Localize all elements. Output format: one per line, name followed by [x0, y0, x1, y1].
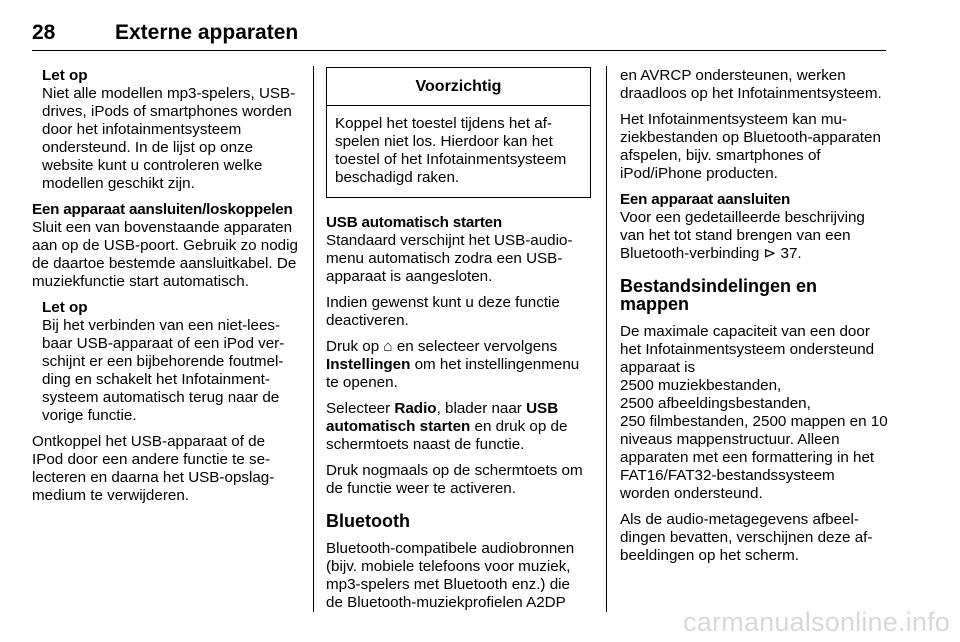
watermark: carmanualsonline.info: [683, 607, 950, 637]
capacity-line: 250 filmbestanden, 2500 mappen en 10 niveaus mappenstructuur. Alleen apparaten met een formattering in het FAT16/FAT32-bestandssysteem worden ondersteund.: [620, 413, 888, 502]
paragraph-usb-default: Standaard verschijnt het USB-audiomenu automatisch zodra een USB-apparaat is aangesloten.: [326, 232, 573, 285]
paragraph-connect-device: [620, 209, 888, 263]
home-icon: ⌂: [383, 338, 393, 355]
note-compatibility: [42, 67, 300, 193]
note-title: Let op: [42, 299, 88, 316]
column-divider-2: [606, 66, 607, 612]
note-text: Niet alle modellen mp3-spelers, USB-drives, iPods of smartphones worden door het infotainmentsysteem ondersteund. In de lijst op onze website kunt u controleren welke modellen geschikt zijn.: [42, 85, 296, 192]
column-divider-1: [313, 66, 314, 612]
paragraph-usb-settings: [326, 338, 591, 392]
heading-bluetooth: Bluetooth: [326, 511, 410, 531]
column-3: [620, 67, 888, 573]
warning-text: Koppel het toestel tijdens het afspelen niet los. Hierdoor kan het toestel of het Infotainmentsysteem beschadigd raken.: [335, 115, 567, 186]
paragraph-bt-playback: Het Infotainmentsysteem kan muziekbestanden op Bluetooth-apparaten afspelen, bijv. smartphones of iPod/iPhone producten.: [620, 111, 881, 182]
paragraph-metadata: Als de audio-metagegevens afbeeldingen bevatten, verschijnen deze afbeeldingen op het scherm.: [620, 511, 873, 564]
text-run: Voor een gedetailleerde beschrijving van het tot stand brengen van een Bluetooth-verbinding: [620, 209, 865, 262]
paragraph-bluetooth: Bluetooth-compatibele audiobronnen (bijv. mobiele telefoons voor muziek, mp3-spelers met Bluetooth enz.) die de Bluetooth-muziekprofielen A2DP: [326, 540, 575, 611]
warning-title: Voorzichtig: [327, 68, 590, 106]
page-title: Externe apparaten: [115, 21, 299, 44]
paragraph-avrcp: en AVRCP ondersteunen, werken draadloos op het Infotainmentsysteem.: [620, 67, 882, 102]
term-radio: Radio: [394, 400, 437, 417]
paragraph-usb-reactivate: Druk nogmaals op de schermtoets om de functie weer te activeren.: [326, 462, 583, 497]
text-run: Selecteer: [326, 400, 395, 417]
term-instellingen: Instellingen: [326, 356, 411, 373]
text-run: , blader naar: [436, 400, 527, 417]
column-2: [326, 67, 591, 620]
note-unreadable: [42, 299, 300, 425]
text-run: Druk op: [326, 338, 384, 355]
paragraph-capacity: [620, 323, 888, 503]
note-text: Bij het verbinden van een niet-leesbaar USB-apparaat of een iPod verschijnt er een bijbehorende foutmelding en schakelt het Infotainmentsysteem automatisch terug naar de vorige functie.: [42, 317, 285, 424]
paragraph-disconnect: Ontkoppel het USB-apparaat of de IPod door een andere functie te selecteren en daarna het USB-opslagmedium te verwijderen.: [32, 433, 275, 504]
capacity-line: 2500 muziekbestanden,: [620, 377, 782, 394]
capacity-intro: De maximale capaciteit van een door het Infotainmentsysteem ondersteund apparaat is: [620, 323, 875, 376]
subheading-connect-device: Een apparaat aansluiten: [620, 191, 791, 208]
warning-box: [326, 67, 591, 198]
page-reference: ⊳ 37.: [763, 245, 802, 262]
paragraph-usb-select: [326, 400, 591, 454]
paragraph-usb-deactivate: Indien gewenst kunt u deze functie deactiveren.: [326, 294, 560, 329]
subheading-usb-autostart: USB automatisch starten: [326, 214, 503, 231]
term-usb-autostart: USB automatisch starten: [326, 400, 559, 435]
page-number: 28: [32, 21, 56, 44]
heading-file-formats: Bestandsindelingen en mappen: [620, 276, 818, 314]
text-run: om het instellingenmenu te openen.: [326, 356, 580, 391]
text-run: en selecteer vervolgens: [392, 338, 558, 355]
paragraph-connect: Sluit een van bovenstaande apparaten aan op de USB-poort. Gebruik zo nodig de daartoe bestemde aansluitkabel. De muziekfunctie start automatisch.: [32, 219, 298, 290]
header-rule: [32, 50, 886, 51]
subheading-connect-disconnect: Een apparaat aansluiten/loskoppelen: [32, 201, 293, 218]
column-1: [32, 67, 300, 513]
capacity-line: 2500 afbeeldingsbestanden,: [620, 395, 811, 412]
note-title: Let op: [42, 67, 88, 84]
text-run: en druk op de schermtoets naast de functie.: [326, 418, 568, 453]
